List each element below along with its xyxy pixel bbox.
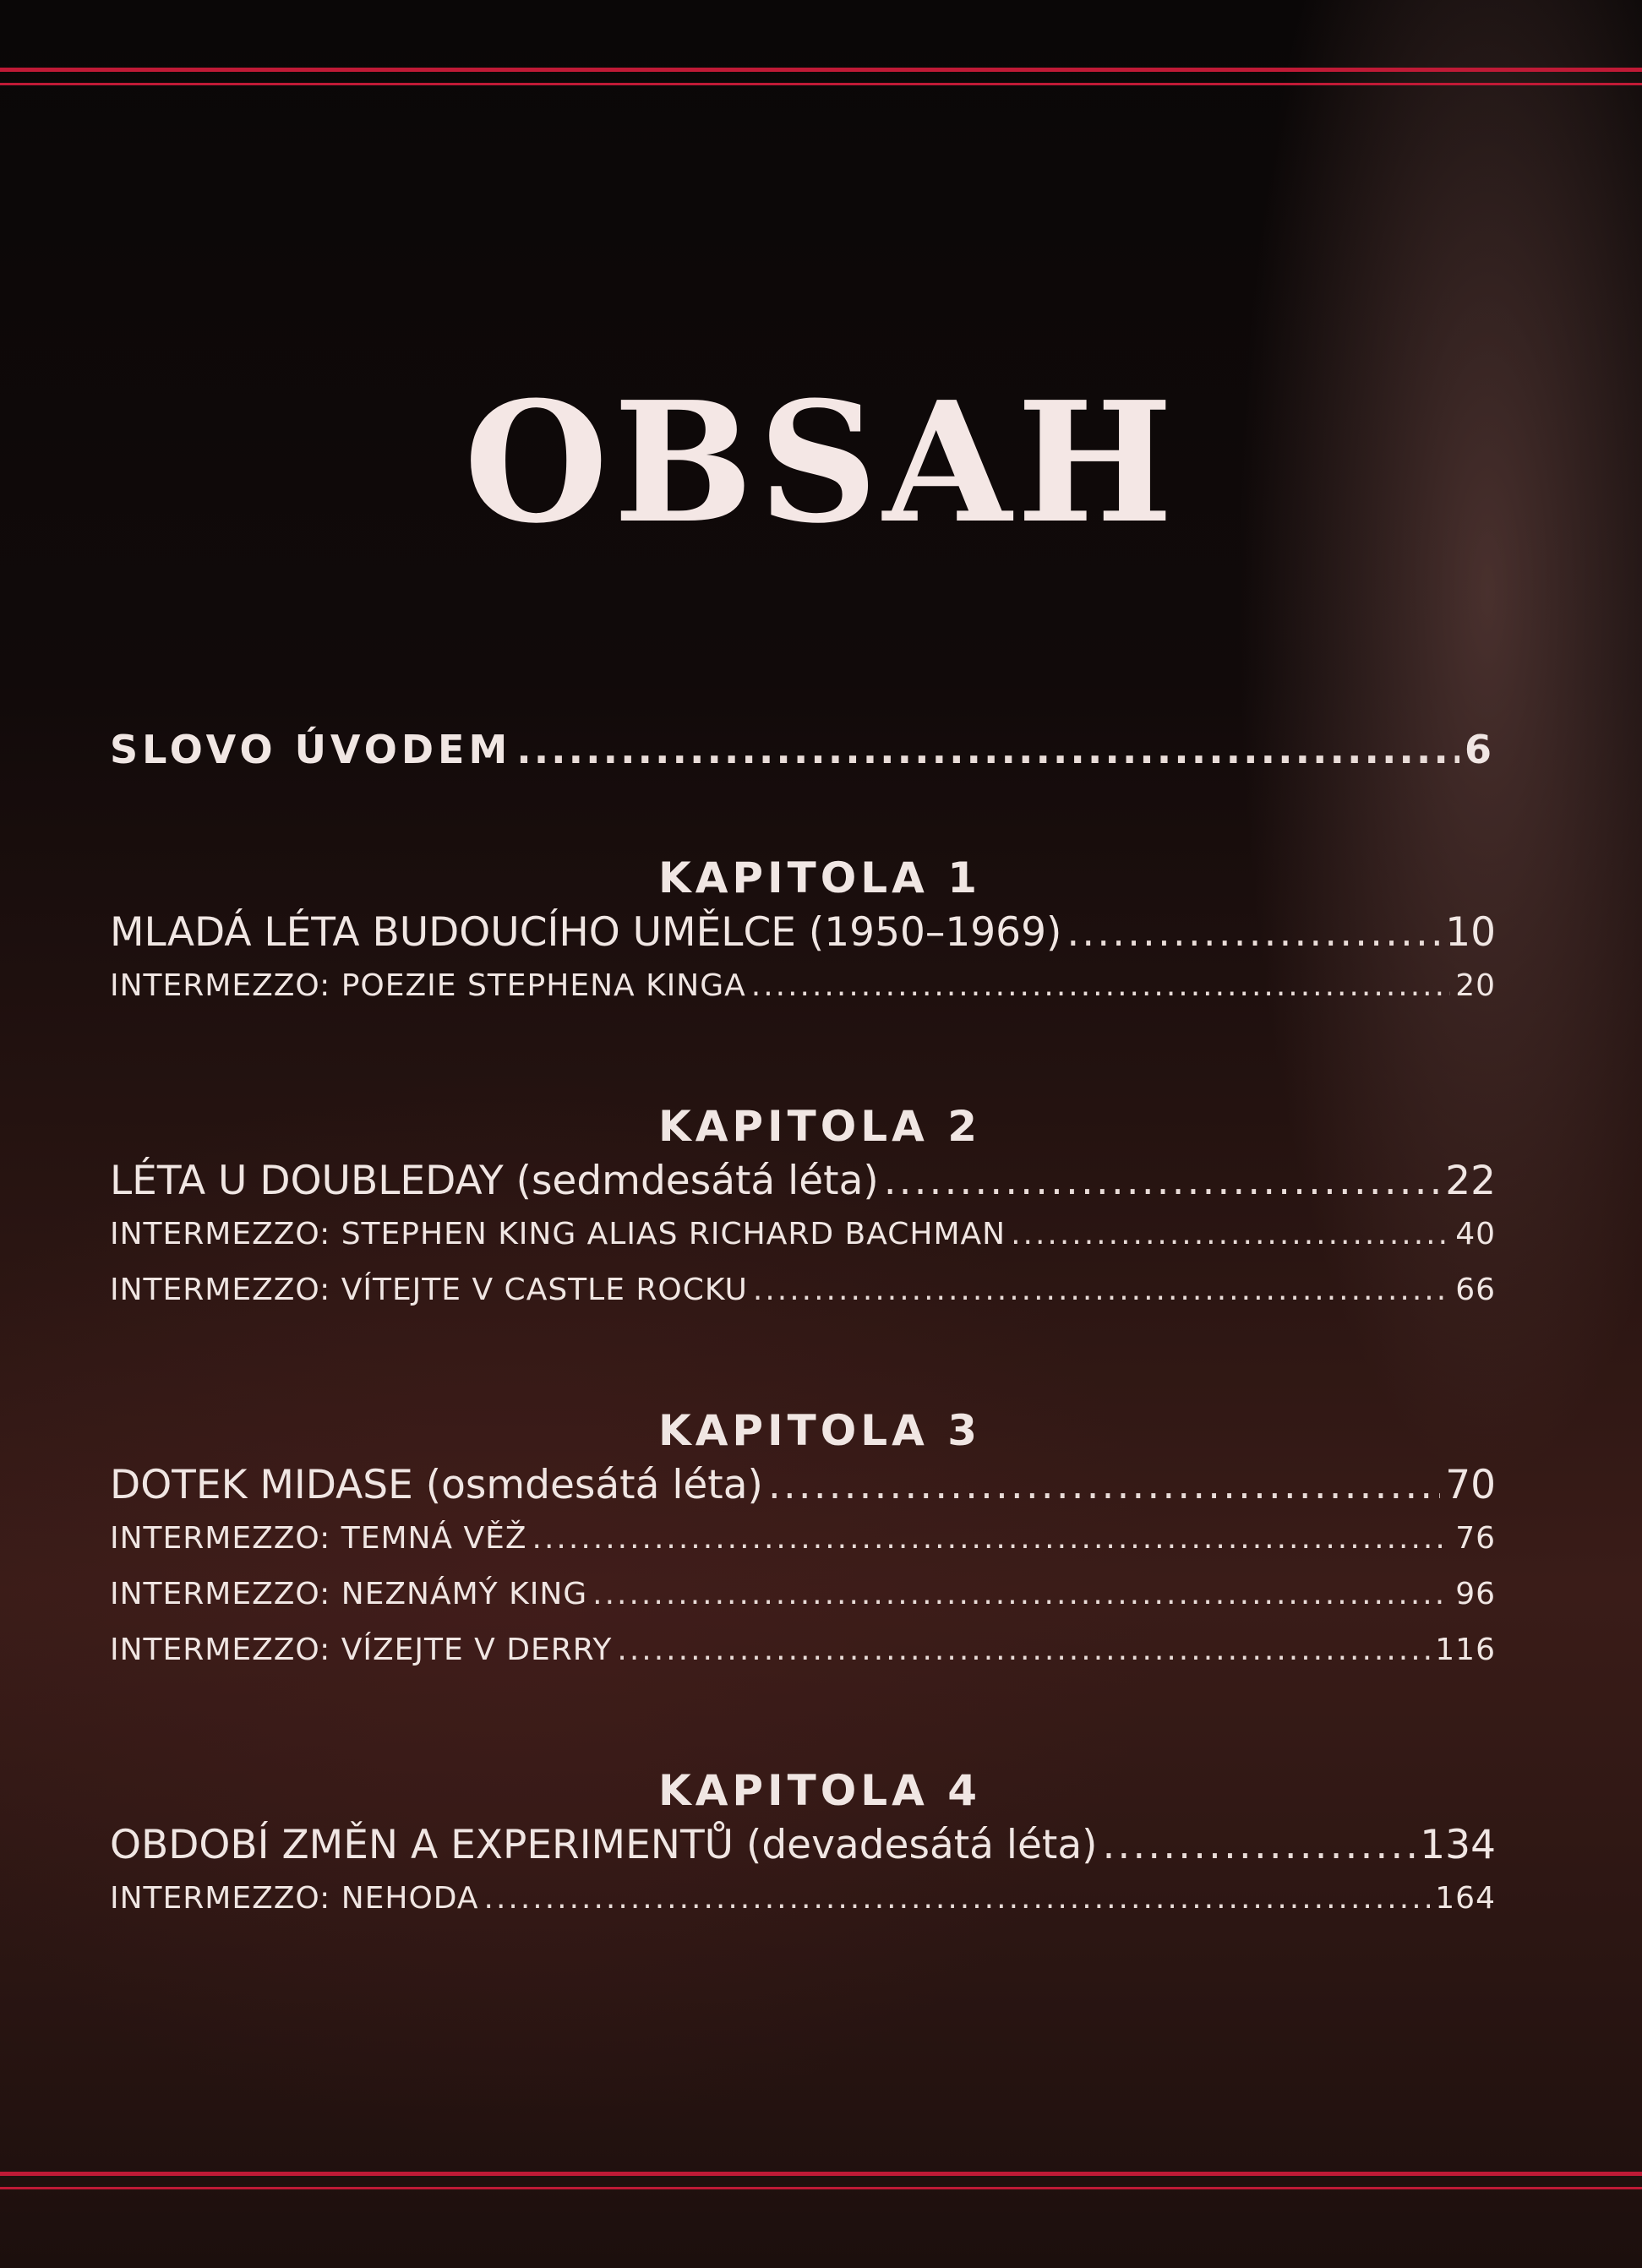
dot-leader	[884, 1158, 1440, 1204]
toc-entry-page: 66	[1455, 1273, 1496, 1307]
chapter-heading: KAPITOLA 4	[657, 1766, 982, 1815]
chapter-heading: KAPITOLA 2	[657, 1102, 982, 1151]
toc-entry-label: INTERMEZZO: VÍTEJTE V CASTLE ROCKU	[110, 1273, 748, 1307]
toc-entry-label: SLOVO ÚVODEM	[110, 727, 512, 772]
toc-entry-label: INTERMEZZO: TEMNÁ VĚŽ	[110, 1521, 527, 1556]
toc-entry-intermezzo[interactable]	[110, 1521, 1496, 1577]
toc-entry-chapter-main[interactable]	[110, 909, 1496, 967]
toc-entry-label: INTERMEZZO: NEZNÁMÝ KING	[110, 1577, 588, 1611]
bottom-rule-line-thick	[0, 2172, 1642, 2176]
toc-entry-label: MLADÁ LÉTA BUDOUCÍHO UMĚLCE (1950–1969)	[110, 909, 1062, 956]
dot-leader	[516, 727, 1459, 772]
toc-entry-chapter-main[interactable]	[110, 1158, 1496, 1215]
toc-entry-intermezzo[interactable]	[110, 1633, 1496, 1688]
toc-entry-page: 6	[1464, 727, 1496, 772]
toc-entry-page: 164	[1435, 1881, 1496, 1916]
dot-leader	[617, 1633, 1430, 1667]
toc-entry-page: 40	[1455, 1217, 1496, 1251]
bottom-decorative-rule	[0, 2172, 1642, 2197]
dot-leader	[768, 1462, 1440, 1508]
dot-leader	[1066, 909, 1440, 956]
dot-leader	[753, 1273, 1450, 1307]
toc-entry-intermezzo[interactable]	[110, 1881, 1496, 1937]
toc-entry-intermezzo[interactable]	[110, 1273, 1496, 1328]
toc-entry-intermezzo[interactable]	[110, 1217, 1496, 1273]
toc-entry-intermezzo[interactable]	[110, 968, 1496, 1024]
top-decorative-rule	[0, 68, 1642, 93]
top-rule-line-thin	[0, 83, 1642, 85]
top-rule-line-thick	[0, 68, 1642, 72]
toc-entry-label: INTERMEZZO: POEZIE STEPHENA KINGA	[110, 968, 746, 1003]
toc-entry-intermezzo[interactable]	[110, 1577, 1496, 1633]
dot-leader	[532, 1521, 1451, 1556]
toc-entry-page: 22	[1445, 1158, 1496, 1204]
toc-entry-page: 10	[1445, 909, 1496, 956]
toc-entry-page: 20	[1455, 968, 1496, 1003]
toc-entry-chapter-main[interactable]	[110, 1822, 1496, 1879]
toc-entry-page: 70	[1445, 1462, 1496, 1508]
dot-leader	[1102, 1822, 1415, 1868]
toc-entry-label: INTERMEZZO: NEHODA	[110, 1881, 479, 1916]
toc-entry-label: INTERMEZZO: STEPHEN KING ALIAS RICHARD BACHMAN	[110, 1217, 1006, 1251]
dot-leader	[484, 1881, 1431, 1916]
toc-entry-label: INTERMEZZO: VÍZEJTE V DERRY	[110, 1633, 613, 1667]
toc-entry-page: 134	[1420, 1822, 1496, 1868]
dot-leader	[592, 1577, 1450, 1611]
table-of-contents	[110, 727, 1496, 1937]
page-title: OBSAH	[463, 366, 1179, 560]
bottom-rule-line-thin	[0, 2187, 1642, 2189]
toc-entry-chapter-main[interactable]	[110, 1462, 1496, 1519]
chapter-heading: KAPITOLA 3	[657, 1406, 982, 1455]
dot-leader	[751, 968, 1450, 1003]
dot-leader	[1011, 1217, 1450, 1251]
chapter-heading: KAPITOLA 1	[657, 853, 982, 902]
toc-entry-page: 116	[1435, 1633, 1496, 1667]
toc-entry-label: DOTEK MIDASE (osmdesátá léta)	[110, 1462, 763, 1508]
toc-entry-label: LÉTA U DOUBLEDAY (sedmdesátá léta)	[110, 1158, 879, 1204]
toc-entry-intro[interactable]	[110, 727, 1496, 786]
toc-entry-page: 76	[1455, 1521, 1496, 1556]
toc-entry-label: OBDOBÍ ZMĚN A EXPERIMENTŮ (devadesátá léta)	[110, 1822, 1098, 1868]
toc-entry-page: 96	[1455, 1577, 1496, 1611]
